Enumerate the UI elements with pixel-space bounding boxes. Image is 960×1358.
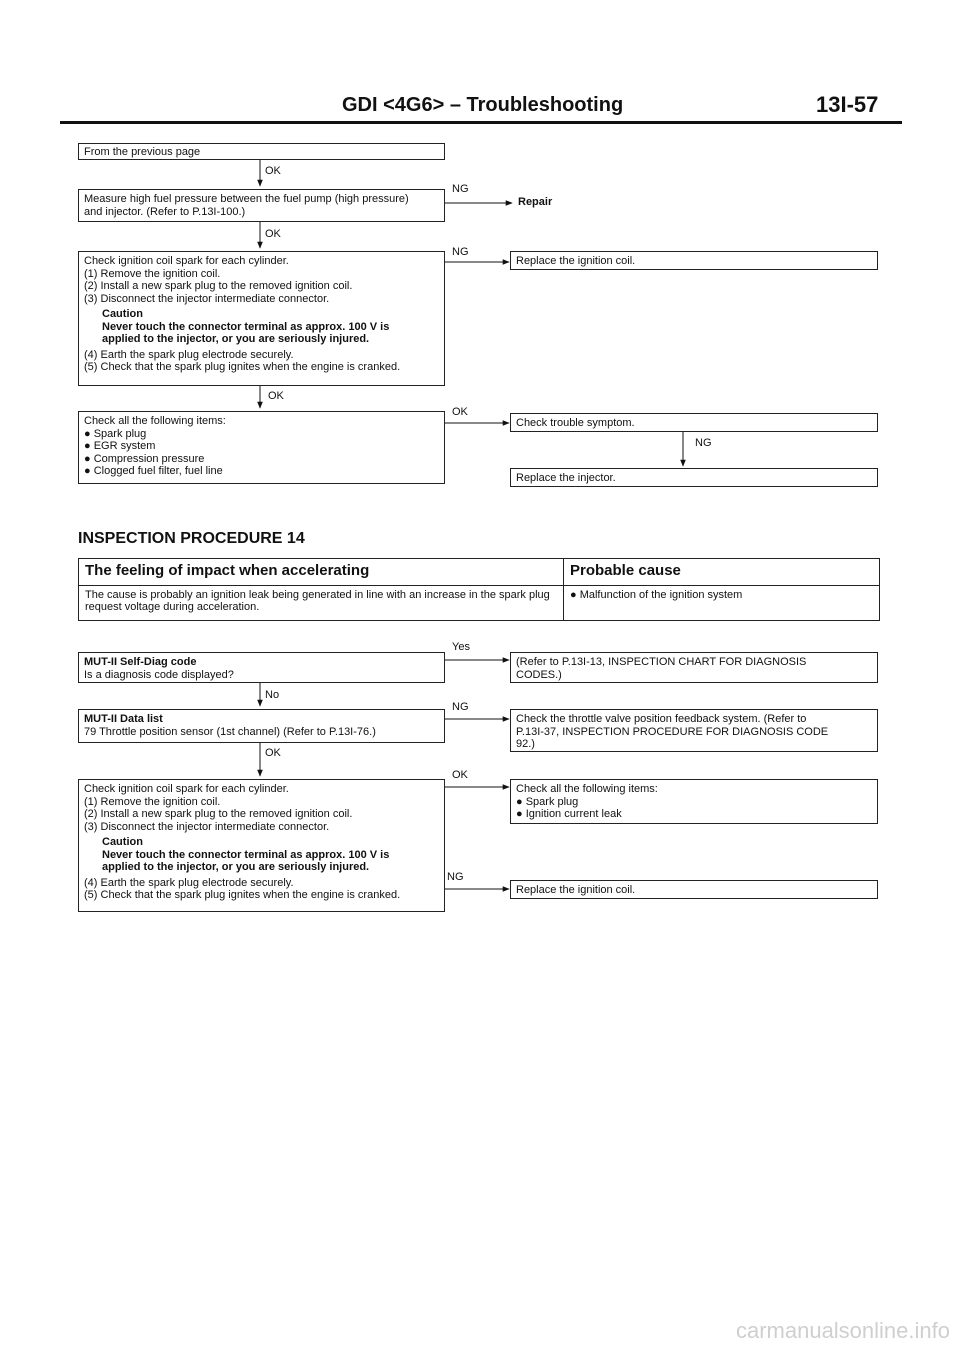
ng-label: NG bbox=[447, 871, 464, 883]
cause-cell: ● Malfunction of the ignition system bbox=[564, 586, 880, 621]
data-list-title: MUT-II Data list bbox=[84, 713, 163, 725]
check-trouble-symptom-text: Check trouble symptom. bbox=[516, 417, 635, 429]
check-item-text: Clogged fuel filter, fuel line bbox=[93, 465, 223, 477]
caution-title: Caution bbox=[102, 308, 143, 320]
replace-ignition-coil-text: Replace the ignition coil. bbox=[516, 255, 636, 267]
check-item-text: Ignition current leak bbox=[525, 808, 622, 820]
ignition-step-4: (4) Earth the spark plug electrode securely. bbox=[84, 876, 294, 889]
ignition-coil-check-box bbox=[78, 251, 445, 386]
check-trouble-symptom-box bbox=[510, 413, 878, 432]
section-title: INSPECTION PROCEDURE 14 bbox=[78, 530, 305, 547]
ignition-step-1: (1) Remove the ignition coil. bbox=[84, 795, 221, 808]
check-items-title: Check all the following items: bbox=[84, 415, 226, 427]
refer-chart-line-2: CODES.) bbox=[516, 668, 562, 681]
replace-ignition-coil-box-2 bbox=[510, 880, 878, 899]
ok-label: OK bbox=[265, 165, 281, 177]
ignition-step-4: (4) Earth the spark plug electrode securely. bbox=[84, 348, 294, 361]
check-item: ● Compression pressure bbox=[84, 452, 205, 465]
watermark: carmanualsonline.info bbox=[735, 1318, 950, 1343]
ok-label: OK bbox=[265, 228, 281, 240]
no-label: No bbox=[265, 689, 280, 701]
check-item: ● Clogged fuel filter, fuel line bbox=[84, 465, 223, 477]
ignition-step-5: (5) Check that the spark plug ignites when the engine is cranked. bbox=[84, 361, 401, 373]
caution-line-1: Never touch the connector terminal as approx. 100 V is bbox=[102, 848, 390, 861]
ignition-step-2: (2) Install a new spark plug to the removed ignition coil. bbox=[84, 808, 353, 820]
ignition-check-title: Check ignition coil spark for each cylinder. bbox=[84, 783, 289, 795]
ng-label: NG bbox=[452, 183, 469, 195]
page-title: GDI <4G6> – Troubleshooting bbox=[342, 94, 624, 116]
from-previous-page-text: From the previous page bbox=[84, 146, 201, 158]
check-items-box-2 bbox=[510, 779, 878, 824]
replace-injector-box bbox=[510, 468, 878, 487]
throttle-line-2: P.13I-37, INSPECTION PROCEDURE FOR DIAGNOSIS CODE bbox=[516, 725, 829, 738]
ok-label: OK bbox=[268, 390, 284, 402]
table-header-row bbox=[79, 559, 880, 586]
check-items-title: Check all the following items: bbox=[516, 783, 658, 795]
caution-title: Caution bbox=[102, 836, 143, 848]
throttle-line-1: Check the throttle valve position feedback system. (Refer to bbox=[516, 713, 807, 725]
ignition-check-title: Check ignition coil spark for each cylinder. bbox=[84, 255, 289, 267]
ok-label: OK bbox=[265, 747, 281, 759]
cause-item: Malfunction of the ignition system bbox=[579, 589, 743, 601]
check-item-text: Spark plug bbox=[93, 427, 147, 440]
ok-label: OK bbox=[452, 406, 468, 418]
ignition-step-1: (1) Remove the ignition coil. bbox=[84, 267, 221, 280]
caution-line-2: applied to the injector, or you are seriously injured. bbox=[102, 333, 370, 345]
ignition-step-2: (2) Install a new spark plug to the removed ignition coil. bbox=[84, 280, 353, 292]
check-items-box bbox=[78, 411, 445, 484]
repair-text: Repair bbox=[518, 196, 553, 208]
check-item-text: Spark plug bbox=[525, 795, 579, 808]
symptom-text-2: the spark plug request voltage during acceleration. bbox=[85, 589, 550, 613]
replace-injector-text: Replace the injector. bbox=[516, 472, 616, 484]
ok-label: OK bbox=[452, 769, 468, 781]
throttle-feedback-box bbox=[510, 709, 878, 752]
ng-label: NG bbox=[695, 437, 712, 449]
check-item: ● Ignition current leak bbox=[516, 808, 622, 820]
symptom-header: The feeling of impact when accelerating bbox=[79, 559, 564, 586]
ignition-step-3: (3) Disconnect the injector intermediate connector. bbox=[84, 292, 330, 305]
cause-header: Probable cause bbox=[564, 559, 880, 586]
self-diag-title: MUT-II Self-Diag code bbox=[84, 656, 197, 668]
ignition-step-3: (3) Disconnect the injector intermediate connector. bbox=[84, 820, 330, 833]
page-number: 13I-57 bbox=[816, 92, 879, 117]
ignition-step-5: (5) Check that the spark plug ignites when the engine is cranked. bbox=[84, 889, 401, 901]
check-item: ● Spark plug bbox=[516, 795, 579, 808]
caution-line-1: Never touch the connector terminal as approx. 100 V is bbox=[102, 320, 390, 333]
data-list-box bbox=[78, 709, 445, 743]
symptom-text-1: The cause is probably an ignition leak being generated in line with an increase in bbox=[85, 589, 478, 601]
yes-label: Yes bbox=[452, 641, 470, 653]
check-item-text: EGR system bbox=[93, 440, 156, 452]
measure-line-1: Measure high fuel pressure between the fuel pump (high pressure) bbox=[84, 193, 409, 205]
caution-line-2: applied to the injector, or you are seriously injured. bbox=[102, 861, 370, 873]
refer-inspection-chart-box bbox=[510, 652, 878, 683]
measure-line-2: and injector. (Refer to P.13I-100.) bbox=[84, 205, 246, 218]
symptom-cause-table bbox=[78, 558, 880, 621]
measure-fuel-pressure-box bbox=[78, 189, 445, 222]
from-previous-page-box bbox=[78, 143, 445, 160]
replace-ignition-coil-text: Replace the ignition coil. bbox=[516, 884, 636, 896]
check-item-text: Compression pressure bbox=[93, 452, 205, 465]
ng-label: NG bbox=[452, 701, 469, 713]
check-item: ● Spark plug bbox=[84, 427, 147, 440]
data-list-item: 79 Throttle position sensor (1st channel) (Refer to P.13I-76.) bbox=[84, 725, 376, 738]
check-item: ● EGR system bbox=[84, 440, 156, 452]
self-diag-question: Is a diagnosis code displayed? bbox=[84, 668, 234, 681]
refer-chart-line-1: (Refer to P.13I-13, INSPECTION CHART FOR DIAGNOSIS bbox=[516, 656, 807, 668]
throttle-line-3: 92.) bbox=[516, 738, 535, 750]
ignition-coil-check-box-2 bbox=[78, 779, 445, 912]
replace-ignition-coil-box bbox=[510, 251, 878, 270]
symptom-cell bbox=[79, 586, 564, 621]
ng-label: NG bbox=[452, 246, 469, 258]
table-row bbox=[79, 586, 880, 621]
self-diag-box bbox=[78, 652, 445, 683]
